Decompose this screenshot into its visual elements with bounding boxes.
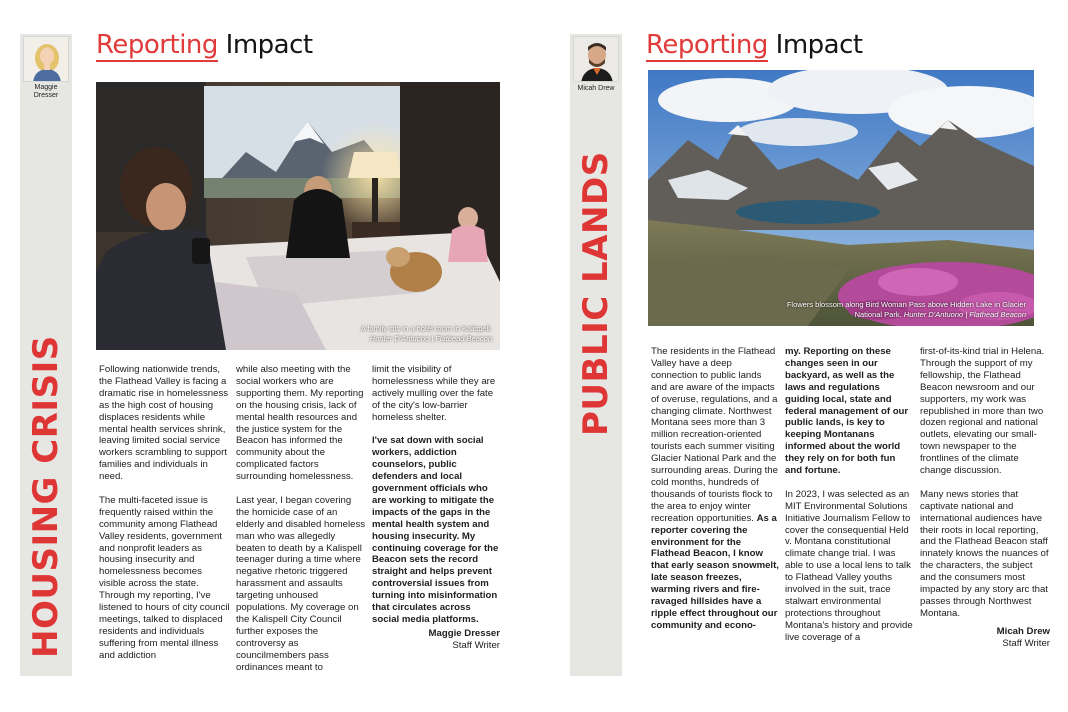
profile-name: Maggie <box>34 84 58 91</box>
hotel-room-photo <box>96 82 500 350</box>
portrait-image <box>574 37 619 82</box>
author-role: Staff Writer <box>452 639 500 651</box>
page-heading <box>646 30 863 60</box>
photo-credit: Hunter D'Antuono | Flathead Beacon <box>903 310 1026 319</box>
profile-name: Micah Drew <box>577 85 615 92</box>
sidebar-strip <box>570 34 622 676</box>
section-title-vertical: PUBLIC LANDS <box>576 151 616 436</box>
bold-text: my. Reporting on these changes seen in our backyard, as well as the laws and regulations guiding local, state and federal management of our public lands, is key to keeping Montanans informed about the world they rely on for both fun and fortune. <box>785 346 909 477</box>
avatar <box>573 36 619 82</box>
article-column-1 <box>651 346 779 644</box>
bold-text: As a reporter covering the environment for the Flathead Beacon, I know that early season snowmelt, late season freezes, warming rivers and fire-ravaged hillsides have a ripple effect throughout our community and econo- <box>651 512 779 631</box>
heading-word: Impact <box>775 30 863 60</box>
paragraph <box>651 346 779 632</box>
hotel-room-image <box>96 82 500 350</box>
article-column-2 <box>236 364 366 685</box>
profile-name-line2: Dresser <box>33 92 59 99</box>
paragraph: Many news stories that captivate national and international audiences have their roots in local reporting, and the Flathead Beacon staff innately knows the nuances of the characters, the subject and the consumers most impacted by any story arc that passes through Northwest Montana. <box>920 488 1049 619</box>
sidebar-strip <box>20 34 72 676</box>
paragraph: first-of-its-kind trial in Helena. Through the support of my fellowship, the Flathead Beacon newsroom and our supporters, my work was republished in more than two dozen regional and national outlets, elevating our small-town newspaper to the frontlines of the climate change discussion. <box>920 346 1045 477</box>
signature <box>920 626 1050 650</box>
page-heading <box>96 30 313 60</box>
bold-text: I've sat down with social workers, addiction counselors, public defenders and local government officials who are working to mitigate the impacts of the gaps in the mental health system and housing insecurity. My continuing coverage for the Beacon sets the record straight and helps prevent controversial issues from turning into misinformation that circulates across social media platforms. <box>372 435 499 626</box>
avatar <box>23 36 69 82</box>
paragraph: In 2023, I was selected as an MIT Environmental Solutions Initiative Journalism Fellow to cover the consequential Held v. Montana constitutional climate change trial. I was able to use a local lens to talk to Flathead Valley youths involved in the suit, trace stalwart environmental protections throughout Montana's history and provide live coverage of a <box>785 488 913 643</box>
heading-accent-word: Reporting <box>646 30 768 60</box>
section-title-vertical: HOUSING CRISIS <box>26 335 66 658</box>
bold-paragraph <box>372 435 500 626</box>
article-column-1 <box>99 364 231 674</box>
heading-word: Impact <box>225 30 313 60</box>
author-name: Maggie Dresser <box>428 627 500 639</box>
paragraph: Following nationwide trends, the Flathead Valley is facing a dramatic rise in homelessness as the high cost of housing displaces residents while mental health services shrink, leaving limited social service workers scrambling to support families and individuals in need. <box>99 364 229 483</box>
mountain-landscape-image <box>648 70 1034 326</box>
paragraph: while also meeting with the social workers who are supporting them. My reporting on the housing crisis, lack of mental health resources and the justice system for the Beacon has informed the community about the complicated factors surrounding homelessness. <box>236 364 364 483</box>
photo-credit: Hunter D'Antuono | Flathead Beacon <box>369 334 492 343</box>
photo-caption <box>232 324 492 344</box>
plain-text: The residents in the Flathead Valley have a deep connection to public lands and are aware of the impacts of overuse, regulations, and a changing climate. Northwest Montana sees more than 3 million recreation-oriented tourists each summer visiting Glacier National Park and the surrounding areas. During the cold months, hundreds of thousands of tourists flock to the area to enjoy winter recreation opportunities. <box>651 346 778 524</box>
heading-accent-word: Reporting <box>96 30 218 60</box>
author-role: Staff Writer <box>1002 637 1050 649</box>
photo-caption <box>786 300 1026 320</box>
glacier-park-photo <box>648 70 1034 326</box>
caption-text-line2: National Park. <box>854 310 902 319</box>
portrait-image <box>24 37 69 82</box>
paragraph: limit the visibility of homelessness while they are actively mulling over the fate of the city's low-barrier homeless shelter. <box>372 364 496 423</box>
paragraph: Last year, I began covering the homicide case of an elderly and disabled homeless man who was allegedly beaten to death by a Kalispell teenager during a time where negative rhetoric triggered harassment and assaults targeting unhoused populations. My coverage on the Kalispell City Council further exposes the controversy as councilmembers pass ordinances meant to <box>236 494 366 673</box>
caption-text: A family sits in a hotel room in Kalispell. <box>360 324 492 333</box>
signature <box>372 628 500 652</box>
page-public-lands <box>534 0 1068 712</box>
paragraph: The multi-faceted issue is frequently raised within the community among Flathead Valley residents, government and nonprofit leaders as housing insecurity and homelessness becomes visible across the state. Through my reporting, I've listened to hours of city council meetings, talked to displaced residents and individuals suffering from mental illness and addiction <box>99 494 230 661</box>
bold-paragraph <box>785 346 915 477</box>
author-name: Micah Drew <box>996 625 1050 637</box>
article-column-3 <box>920 346 1050 650</box>
article-column-2 <box>785 346 915 656</box>
article-column-3 <box>372 364 500 652</box>
caption-text: Flowers blossom along Bird Woman Pass above Hidden Lake in Glacier <box>786 300 1026 309</box>
